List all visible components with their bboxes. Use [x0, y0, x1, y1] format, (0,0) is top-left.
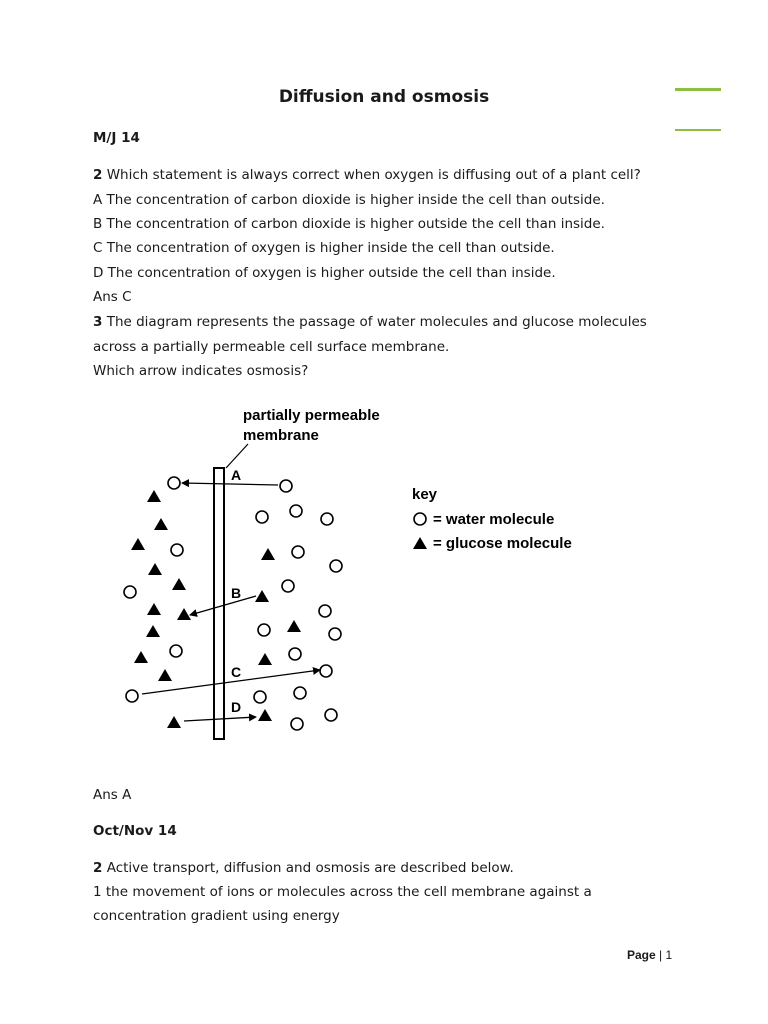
water-molecule	[291, 718, 303, 730]
arrow-label-c: C	[231, 664, 242, 680]
water-molecule	[171, 544, 183, 556]
water-molecule	[280, 480, 292, 492]
arrow-label-d: D	[231, 699, 242, 715]
key-glucose-label: = glucose molecule	[433, 535, 572, 552]
water-molecule	[294, 687, 306, 699]
answer-q2: Ans C	[93, 289, 132, 305]
page-label: Page	[627, 948, 656, 962]
oct-question-2-stem	[93, 860, 514, 876]
glucose-molecule	[287, 620, 301, 632]
question-2-stem	[93, 167, 641, 183]
glucose-molecule	[147, 490, 161, 502]
glucose-molecule	[258, 709, 272, 721]
membrane-label-line1: partially permeable	[243, 407, 380, 424]
glucose-molecule	[147, 603, 161, 615]
question-text: Which statement is always correct when oxygen is diffusing out of a plant cell?	[102, 167, 641, 183]
arrow-label-a: A	[231, 467, 242, 483]
water-molecule	[320, 665, 332, 677]
water-molecules-right	[254, 480, 342, 730]
water-molecule	[170, 645, 182, 657]
glucose-molecule	[172, 578, 186, 590]
water-molecule	[292, 546, 304, 558]
section-heading-octnov14: Oct/Nov 14	[93, 823, 177, 839]
osmosis-diagram	[110, 398, 610, 758]
question-number: 2	[93, 860, 103, 876]
water-molecule	[168, 477, 180, 489]
diagram-key	[412, 486, 572, 552]
page-number: 1	[665, 948, 673, 962]
water-molecule	[329, 628, 341, 640]
arrow-label-b: B	[231, 585, 242, 601]
glucose-molecule	[134, 651, 148, 663]
water-molecule	[319, 605, 331, 617]
water-molecule	[126, 690, 138, 702]
water-molecule	[321, 513, 333, 525]
water-molecule	[256, 511, 268, 523]
section-heading-mj14: M/J 14	[93, 130, 140, 146]
glucose-molecule	[146, 625, 160, 637]
option-c: C The concentration of oxygen is higher inside the cell than outside.	[93, 240, 555, 256]
question-number: 3	[93, 314, 103, 330]
page-title: Diffusion and osmosis	[278, 87, 490, 107]
glucose-molecule	[255, 590, 269, 602]
membrane	[214, 468, 224, 739]
water-molecule	[258, 624, 270, 636]
accent-line-bottom	[675, 129, 721, 131]
glucose-molecule	[158, 669, 172, 681]
answer-q3: Ans A	[93, 787, 132, 803]
water-molecule	[289, 648, 301, 660]
water-molecule	[290, 505, 302, 517]
key-glucose-icon	[413, 537, 427, 549]
membrane-label-pointer	[226, 444, 248, 468]
question-3-stem	[93, 314, 647, 330]
glucose-molecules-left	[131, 490, 191, 728]
question-number: 2	[93, 167, 103, 183]
oct-question-2-item1-line2: concentration gradient using energy	[93, 908, 340, 924]
water-molecule	[254, 691, 266, 703]
glucose-molecule	[167, 716, 181, 728]
arrow-a	[182, 483, 278, 485]
glucose-molecule	[177, 608, 191, 620]
glucose-molecule	[131, 538, 145, 550]
glucose-molecule	[258, 653, 272, 665]
water-molecule	[124, 586, 136, 598]
glucose-molecule	[261, 548, 275, 560]
water-molecule	[282, 580, 294, 592]
water-molecule	[330, 560, 342, 572]
option-a: A The concentration of carbon dioxide is higher inside the cell than outside.	[93, 192, 605, 208]
question-3-stem-line2: across a partially permeable cell surface membrane.	[93, 339, 450, 355]
key-title: key	[412, 486, 438, 503]
glucose-molecule	[148, 563, 162, 575]
oct-question-2-item1: 1 the movement of ions or molecules across the cell membrane against a	[93, 884, 592, 900]
page-footer	[627, 948, 672, 962]
key-water-icon	[414, 513, 426, 525]
option-d: D The concentration of oxygen is higher outside the cell than inside.	[93, 265, 556, 281]
page-separator: |	[655, 948, 666, 962]
question-3-prompt: Which arrow indicates osmosis?	[93, 363, 309, 379]
water-molecule	[325, 709, 337, 721]
option-b: B The concentration of carbon dioxide is higher outside the cell than inside.	[93, 216, 605, 232]
key-water-label: = water molecule	[433, 511, 555, 528]
membrane-label-line2: membrane	[243, 427, 319, 444]
glucose-molecule	[154, 518, 168, 530]
question-text: The diagram represents the passage of water molecules and glucose molecules	[102, 314, 647, 330]
question-text: Active transport, diffusion and osmosis are described below.	[102, 860, 514, 876]
